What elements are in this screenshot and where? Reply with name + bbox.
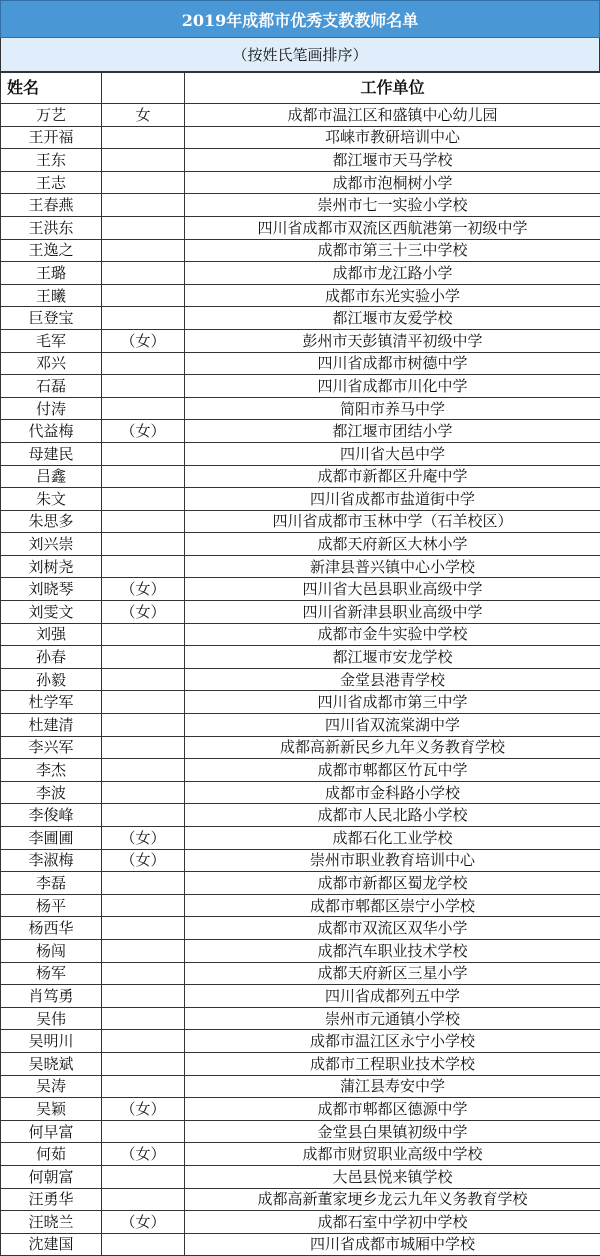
cell-name: 刘晓琴 (1, 578, 102, 601)
table-row (1, 352, 600, 375)
cell-name: 吴伟 (1, 1007, 102, 1030)
cell-gender (102, 239, 185, 262)
cell-unit: 金堂县港青学校 (185, 668, 600, 691)
table-row (1, 533, 600, 556)
cell-unit: 四川省大邑县职业高级中学 (185, 578, 600, 601)
cell-unit: 新津县普兴镇中心小学校 (185, 555, 600, 578)
cell-name: 杨平 (1, 894, 102, 917)
cell-gender: （女） (102, 1211, 185, 1234)
cell-gender (102, 1007, 185, 1030)
cell-gender (102, 804, 185, 827)
cell-gender (102, 759, 185, 782)
table-row (1, 1030, 600, 1053)
table-row (1, 194, 600, 217)
header-gender (102, 73, 185, 104)
cell-unit: 成都市新都区蜀龙学校 (185, 872, 600, 895)
cell-gender (102, 262, 185, 285)
cell-unit: 成都天府新区大林小学 (185, 533, 600, 556)
cell-unit: 成都市财贸职业高级中学校 (185, 1143, 600, 1166)
table-row (1, 375, 600, 398)
cell-unit: 蒲江县寿安中学 (185, 1075, 600, 1098)
cell-unit: 四川省成都市盐道街中学 (185, 488, 600, 511)
cell-unit: 四川省大邑中学 (185, 442, 600, 465)
cell-gender (102, 1233, 185, 1256)
cell-gender (102, 1075, 185, 1098)
cell-gender (102, 1052, 185, 1075)
cell-gender: （女） (102, 420, 185, 443)
cell-unit: 金堂县白果镇初级中学 (185, 1120, 600, 1143)
cell-unit: 四川省成都市树德中学 (185, 352, 600, 375)
table-row (1, 646, 600, 669)
table-row (1, 329, 600, 352)
cell-gender (102, 894, 185, 917)
cell-unit: 崇州市元通镇小学校 (185, 1007, 600, 1030)
table-header-row (1, 73, 600, 104)
cell-gender (102, 623, 185, 646)
cell-unit: 成都市新都区升庵中学 (185, 465, 600, 488)
cell-name: 孙春 (1, 646, 102, 669)
cell-name: 肖笃勇 (1, 985, 102, 1008)
cell-name: 杜学军 (1, 691, 102, 714)
table-row (1, 872, 600, 895)
cell-unit: 成都市第三十三中学校 (185, 239, 600, 262)
cell-name: 李磊 (1, 872, 102, 895)
cell-gender (102, 1120, 185, 1143)
table-row (1, 1143, 600, 1166)
table-row (1, 1007, 600, 1030)
cell-gender (102, 962, 185, 985)
cell-name: 李兴军 (1, 736, 102, 759)
table-row (1, 623, 600, 646)
cell-name: 刘兴崇 (1, 533, 102, 556)
cell-name: 李俊峰 (1, 804, 102, 827)
cell-unit: 四川省成都列五中学 (185, 985, 600, 1008)
table-row (1, 1098, 600, 1121)
table-row (1, 171, 600, 194)
table-row (1, 510, 600, 533)
cell-gender (102, 149, 185, 172)
cell-name: 代益梅 (1, 420, 102, 443)
cell-name: 吴明川 (1, 1030, 102, 1053)
cell-gender: （女） (102, 1098, 185, 1121)
cell-name: 刘强 (1, 623, 102, 646)
table-row (1, 1211, 600, 1234)
cell-name: 母建民 (1, 442, 102, 465)
cell-unit: 四川省新津县职业高级中学 (185, 601, 600, 624)
table-row (1, 759, 600, 782)
cell-gender (102, 533, 185, 556)
cell-name: 沈建国 (1, 1233, 102, 1256)
cell-name: 刘树尧 (1, 555, 102, 578)
cell-name: 王志 (1, 171, 102, 194)
cell-name: 汪晓兰 (1, 1211, 102, 1234)
cell-name: 王曦 (1, 284, 102, 307)
cell-name: 巨登宝 (1, 307, 102, 330)
cell-gender: （女） (102, 849, 185, 872)
cell-name: 李波 (1, 781, 102, 804)
table-row (1, 849, 600, 872)
cell-gender (102, 307, 185, 330)
table-row (1, 420, 600, 443)
cell-gender (102, 352, 185, 375)
table-row (1, 1165, 600, 1188)
cell-unit: 成都高新新民乡九年义务教育学校 (185, 736, 600, 759)
cell-gender (102, 1030, 185, 1053)
table-row (1, 262, 600, 285)
cell-gender (102, 646, 185, 669)
cell-gender (102, 284, 185, 307)
table-row (1, 668, 600, 691)
cell-unit: 四川省成都市川化中学 (185, 375, 600, 398)
table-row (1, 1120, 600, 1143)
cell-unit: 都江堰市友爱学校 (185, 307, 600, 330)
table-row (1, 555, 600, 578)
cell-name: 王开福 (1, 126, 102, 149)
table-row (1, 804, 600, 827)
cell-name: 吴涛 (1, 1075, 102, 1098)
cell-unit: 四川省成都市城厢中学校 (185, 1233, 600, 1256)
cell-unit: 崇州市职业教育培训中心 (185, 849, 600, 872)
table-row (1, 714, 600, 737)
table-row (1, 1233, 600, 1256)
cell-gender (102, 442, 185, 465)
cell-name: 刘雯文 (1, 601, 102, 624)
table-row (1, 488, 600, 511)
table-row (1, 397, 600, 420)
sheet-subtitle: （按姓氏笔画排序） (0, 38, 600, 72)
cell-gender (102, 691, 185, 714)
cell-gender (102, 216, 185, 239)
header-unit: 工作单位 (185, 73, 600, 104)
table-row (1, 962, 600, 985)
cell-gender (102, 1188, 185, 1211)
cell-unit: 成都石室中学初中学校 (185, 1211, 600, 1234)
cell-gender: （女） (102, 601, 185, 624)
table-row (1, 578, 600, 601)
cell-name: 吴晓斌 (1, 1052, 102, 1075)
cell-name: 李圃圃 (1, 827, 102, 850)
cell-unit: 成都市东光实验小学 (185, 284, 600, 307)
cell-gender (102, 555, 185, 578)
table-row (1, 781, 600, 804)
cell-name: 石磊 (1, 375, 102, 398)
cell-unit: 彭州市天彭镇清平初级中学 (185, 329, 600, 352)
cell-name: 何朝富 (1, 1165, 102, 1188)
cell-name: 李杰 (1, 759, 102, 782)
table-row (1, 894, 600, 917)
cell-gender (102, 488, 185, 511)
cell-gender (102, 872, 185, 895)
cell-unit: 成都市人民北路小学校 (185, 804, 600, 827)
cell-name: 朱思多 (1, 510, 102, 533)
table-row (1, 691, 600, 714)
cell-name: 孙毅 (1, 668, 102, 691)
cell-unit: 成都汽车职业技术学校 (185, 939, 600, 962)
cell-gender (102, 917, 185, 940)
cell-gender (102, 171, 185, 194)
cell-unit: 成都市郫都区德源中学 (185, 1098, 600, 1121)
table-row (1, 985, 600, 1008)
cell-unit: 成都市郫都区竹瓦中学 (185, 759, 600, 782)
table-row (1, 149, 600, 172)
cell-unit: 成都市金科路小学校 (185, 781, 600, 804)
cell-gender: （女） (102, 1143, 185, 1166)
table-row (1, 216, 600, 239)
table-row (1, 239, 600, 262)
cell-gender: （女） (102, 329, 185, 352)
table-row (1, 307, 600, 330)
cell-gender (102, 939, 185, 962)
cell-gender: （女） (102, 827, 185, 850)
cell-name: 何茹 (1, 1143, 102, 1166)
cell-gender: （女） (102, 578, 185, 601)
cell-gender (102, 1165, 185, 1188)
cell-unit: 成都市泡桐树小学 (185, 171, 600, 194)
cell-unit: 成都高新董家埂乡龙云九年义务教育学校 (185, 1188, 600, 1211)
cell-name: 杜建清 (1, 714, 102, 737)
cell-unit: 成都市温江区永宁小学校 (185, 1030, 600, 1053)
cell-unit: 四川省双流棠湖中学 (185, 714, 600, 737)
cell-name: 朱文 (1, 488, 102, 511)
cell-name: 汪勇华 (1, 1188, 102, 1211)
cell-name: 毛军 (1, 329, 102, 352)
table-row (1, 442, 600, 465)
cell-name: 王逸之 (1, 239, 102, 262)
table-body (1, 104, 600, 1256)
table-row (1, 465, 600, 488)
table-row (1, 1052, 600, 1075)
cell-unit: 简阳市养马中学 (185, 397, 600, 420)
cell-name: 万艺 (1, 104, 102, 127)
cell-unit: 四川省成都市第三中学 (185, 691, 600, 714)
cell-name: 王洪东 (1, 216, 102, 239)
cell-gender (102, 375, 185, 398)
header-name: 姓名 (1, 73, 102, 104)
cell-unit: 成都市金牛实验中学校 (185, 623, 600, 646)
table-row (1, 736, 600, 759)
cell-name: 吴颖 (1, 1098, 102, 1121)
cell-gender (102, 465, 185, 488)
cell-gender (102, 510, 185, 533)
cell-name: 付涛 (1, 397, 102, 420)
cell-name: 王璐 (1, 262, 102, 285)
cell-name: 吕鑫 (1, 465, 102, 488)
cell-unit: 成都市工程职业技术学校 (185, 1052, 600, 1075)
cell-name: 邓兴 (1, 352, 102, 375)
table-row (1, 1188, 600, 1211)
cell-unit: 成都石化工业学校 (185, 827, 600, 850)
cell-name: 何早富 (1, 1120, 102, 1143)
cell-unit: 大邑县悦来镇学校 (185, 1165, 600, 1188)
cell-name: 李淑梅 (1, 849, 102, 872)
cell-name: 杨军 (1, 962, 102, 985)
cell-gender (102, 714, 185, 737)
cell-unit: 成都市郫都区崇宁小学校 (185, 894, 600, 917)
cell-gender (102, 194, 185, 217)
cell-unit: 成都市龙江路小学 (185, 262, 600, 285)
cell-unit: 四川省成都市双流区西航港第一初级中学 (185, 216, 600, 239)
cell-name: 杨闯 (1, 939, 102, 962)
cell-unit: 邛崃市教研培训中心 (185, 126, 600, 149)
table-row (1, 1075, 600, 1098)
cell-unit: 都江堰市天马学校 (185, 149, 600, 172)
cell-unit: 崇州市七一实验小学校 (185, 194, 600, 217)
table-row (1, 104, 600, 127)
cell-name: 杨西华 (1, 917, 102, 940)
cell-gender (102, 397, 185, 420)
cell-gender (102, 668, 185, 691)
sheet-title: 2019年成都市优秀支教教师名单 (0, 0, 600, 38)
table-row (1, 827, 600, 850)
cell-unit: 成都市温江区和盛镇中心幼儿园 (185, 104, 600, 127)
cell-unit: 四川省成都市玉林中学（石羊校区） (185, 510, 600, 533)
table-row (1, 284, 600, 307)
table-row (1, 126, 600, 149)
teacher-table (0, 72, 600, 1256)
cell-name: 王东 (1, 149, 102, 172)
cell-gender (102, 736, 185, 759)
cell-unit: 都江堰市团结小学 (185, 420, 600, 443)
cell-unit: 成都天府新区三星小学 (185, 962, 600, 985)
cell-unit: 成都市双流区双华小学 (185, 917, 600, 940)
table-row (1, 601, 600, 624)
cell-name: 王春燕 (1, 194, 102, 217)
cell-gender (102, 985, 185, 1008)
table-row (1, 917, 600, 940)
cell-gender (102, 781, 185, 804)
cell-gender: 女 (102, 104, 185, 127)
table-row (1, 939, 600, 962)
cell-gender (102, 126, 185, 149)
cell-unit: 都江堰市安龙学校 (185, 646, 600, 669)
